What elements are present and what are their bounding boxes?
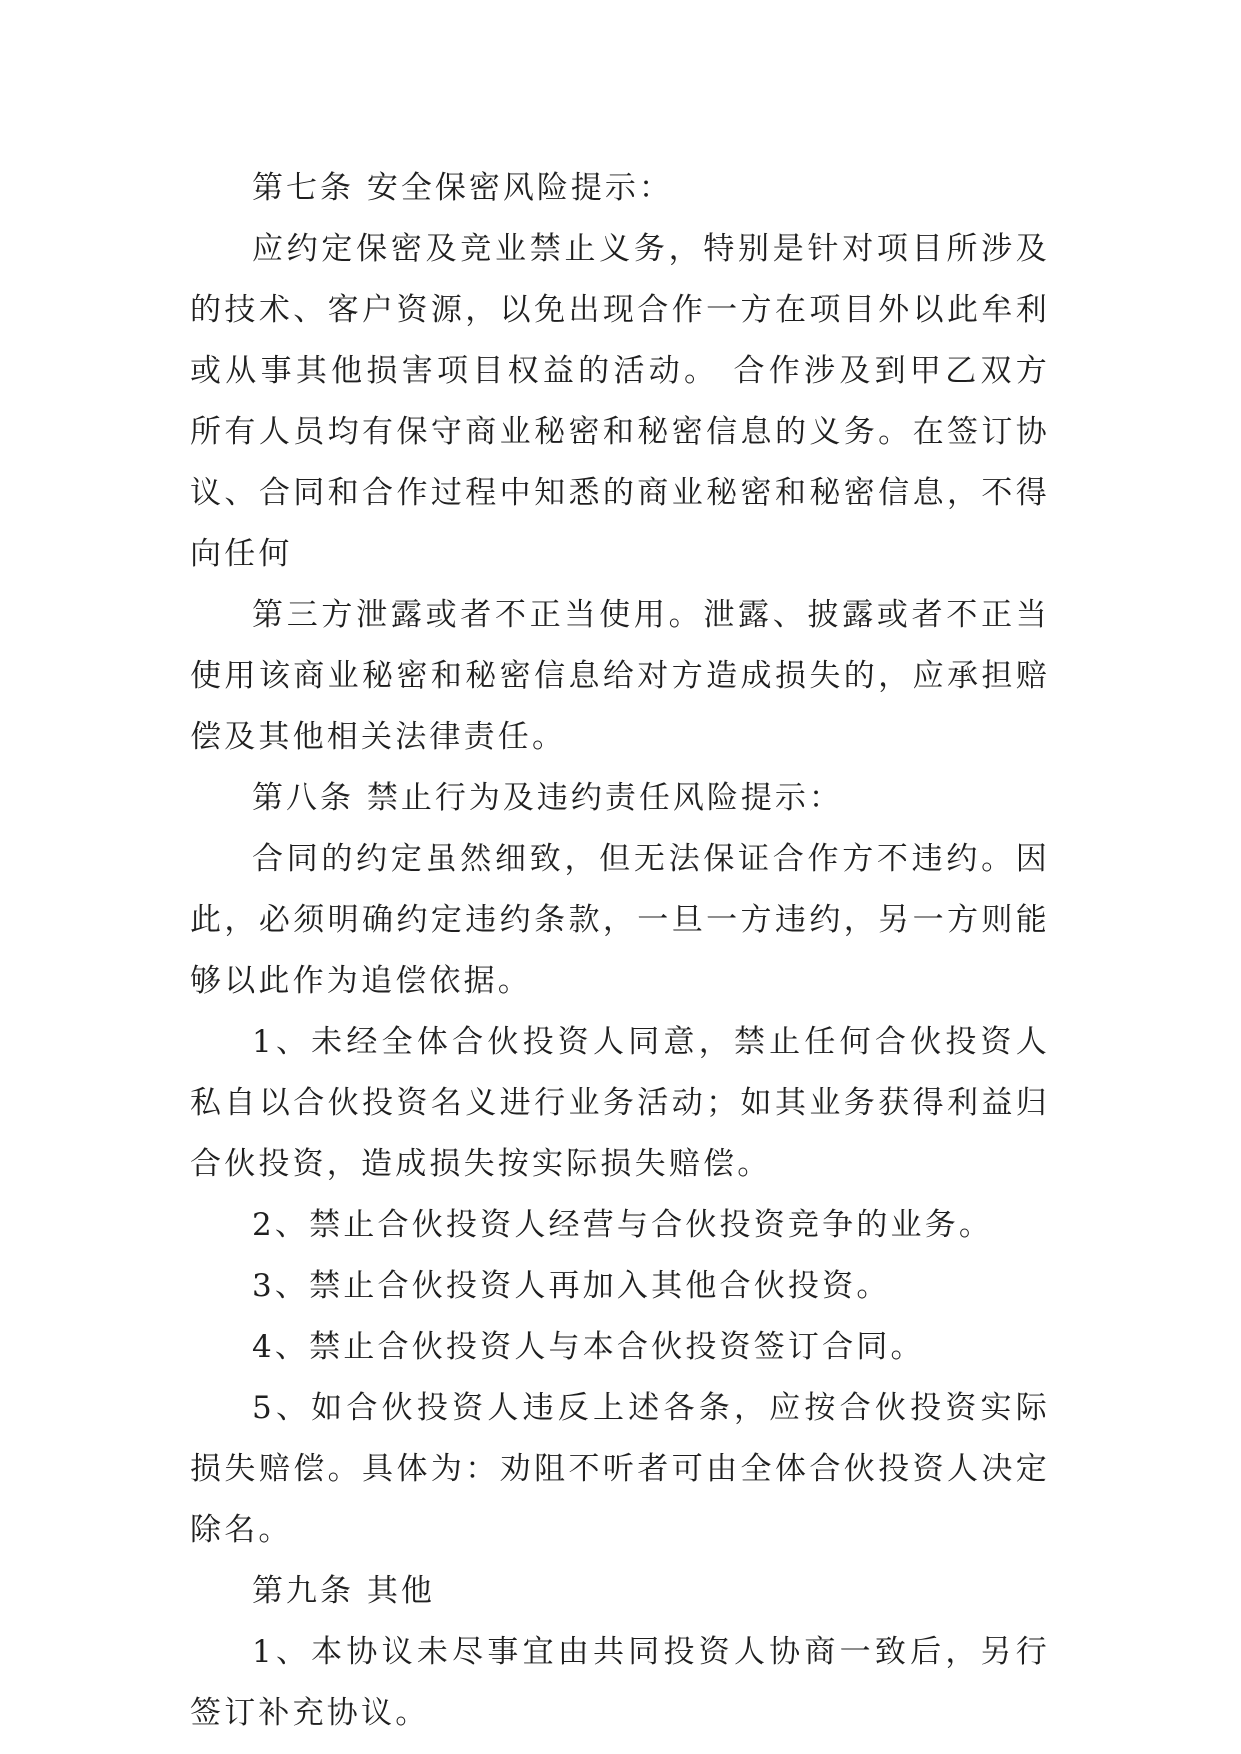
article-8-item-5: 5、如合伙投资人违反上述各条，应按合伙投资实际损失赔偿。具体为：劝阻不听者可由全体合伙投资人决定除名。 <box>190 1390 1050 1548</box>
article-8-item-2: 2、禁止合伙投资人经营与合伙投资竞争的业务。 <box>252 1207 994 1243</box>
article-9-heading: 第九条 其他 <box>252 1573 435 1609</box>
article-9-item-1: 1、本协议未尽事宜由共同投资人协商一致后，另行签订补充协议。 <box>190 1634 1050 1731</box>
article-8-intro: 合同的约定虽然细致，但无法保证合作方不违约。因此，必须明确约定违约条款，一旦一方违约，另一方则能够以此作为追偿依据。 <box>190 841 1050 999</box>
article-7-heading: 第七条 安全保密风险提示： <box>252 170 673 206</box>
article-8-item-1: 1、未经全体合伙投资人同意，禁止任何合伙投资人私自以合伙投资名义进行业务活动；如其业务获得利益归合伙投资，造成损失按实际损失赔偿。 <box>190 1024 1050 1182</box>
article-8-item-4: 4、禁止合伙投资人与本合伙投资签订合同。 <box>252 1329 925 1365</box>
article-8-item-3: 3、禁止合伙投资人再加入其他合伙投资。 <box>252 1268 891 1304</box>
document-body <box>190 158 1050 1744</box>
article-8-heading: 第八条 禁止行为及违约责任风险提示： <box>252 780 843 816</box>
article-7-paragraph-2: 第三方泄露或者不正当使用。泄露、披露或者不正当使用该商业秘密和秘密信息给对方造成损失的，应承担赔偿及其他相关法律责任。 <box>190 597 1050 755</box>
article-7-paragraph-1: 应约定保密及竞业禁止义务，特别是针对项目所涉及的技术、客户资源，以免出现合作一方在项目外以此牟利或从事其他损害项目权益的活动。 合作涉及到甲乙双方所有人员均有保守商业秘密和秘密信息的义务。在签订协议、合同和合作过程中知悉的商业秘密和秘密信息，不得向任何 <box>190 231 1050 572</box>
